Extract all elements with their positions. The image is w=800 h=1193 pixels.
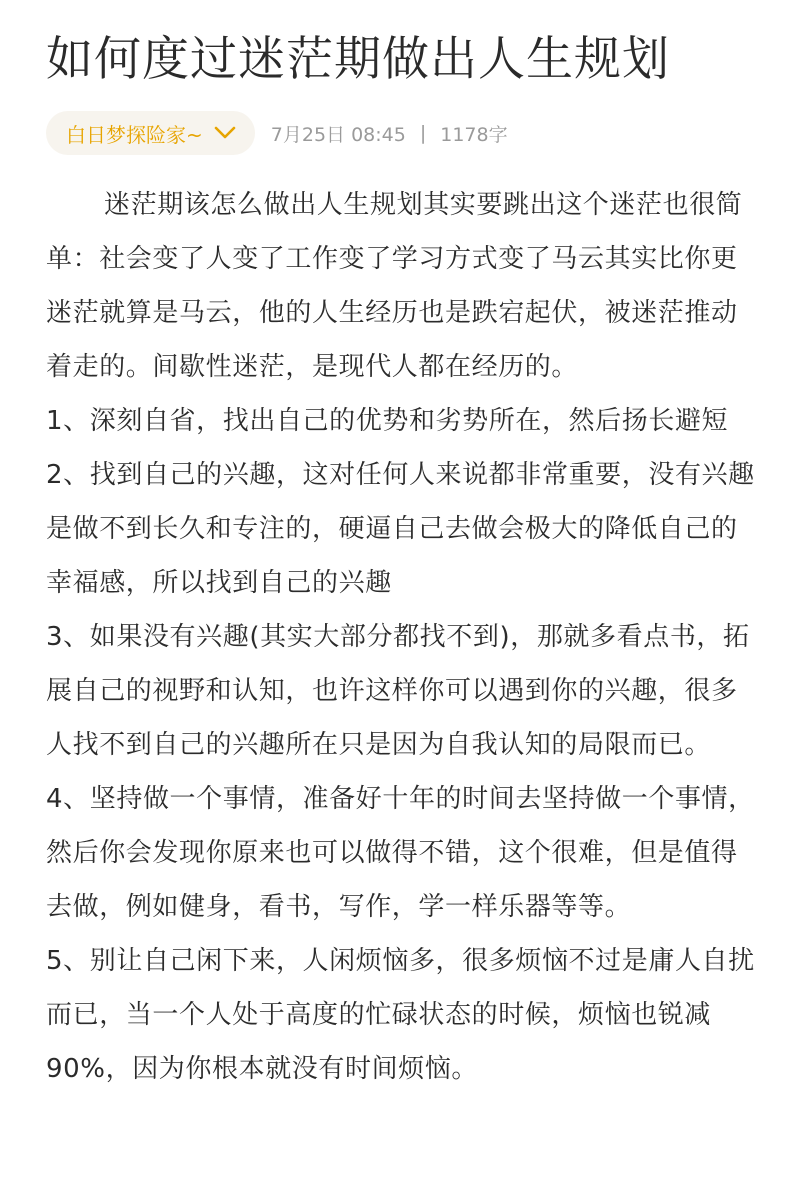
meta-info — [271, 120, 508, 147]
list-item: 3、如果没有兴趣(其实大部分都找不到)，那就多看点书，拓展自己的视野和认知，也许这样你可以遇到你的兴趣，很多人找不到自己的兴趣所在只是因为自我认知的局限而已。 — [46, 622, 750, 760]
list-item: 5、别让自己闲下来，人闲烦恼多，很多烦恼不过是庸人自扰而已，当一个人处于高度的忙碌状态的时候，烦恼也锐减90%，因为你根本就没有时间烦恼。 — [46, 946, 755, 1084]
author-button[interactable] — [46, 111, 255, 155]
author-name: 白日梦探险家~ — [66, 122, 203, 147]
intro-paragraph: 迷茫期该怎么做出人生规划其实要跳出这个迷茫也很简单：社会变了人变了工作变了学习方式变了马云其实比你更迷茫就算是马云，他的人生经历也是跌宕起伏，被迷茫推动着走的。间歇性迷茫，是现代人都在经历的。 — [46, 190, 743, 382]
meta-separator: | — [419, 122, 427, 144]
article-title: 如何度过迷茫期做出人生规划 — [46, 32, 670, 87]
list-item: 1、深刻自省，找出自己的优势和劣势所在，然后扬长避短 — [46, 406, 729, 436]
chevron-down-icon — [213, 121, 237, 145]
article-meta — [46, 110, 508, 156]
article-body — [46, 178, 758, 1096]
list-item: 2、找到自己的兴趣，这对任何人来说都非常重要，没有兴趣是做不到长久和专注的，硬逼自己去做会极大的降低自己的幸福感，所以找到自己的兴趣 — [46, 460, 755, 598]
publish-date: 7月25日 08:45 — [270, 123, 406, 146]
list-item: 4、坚持做一个事情，准备好十年的时间去坚持做一个事情，然后你会发现你原来也可以做得不错，这个很难，但是值得去做，例如健身，看书，写作，学一样乐器等等。 — [46, 784, 755, 922]
word-count: 1178字 — [440, 123, 508, 146]
